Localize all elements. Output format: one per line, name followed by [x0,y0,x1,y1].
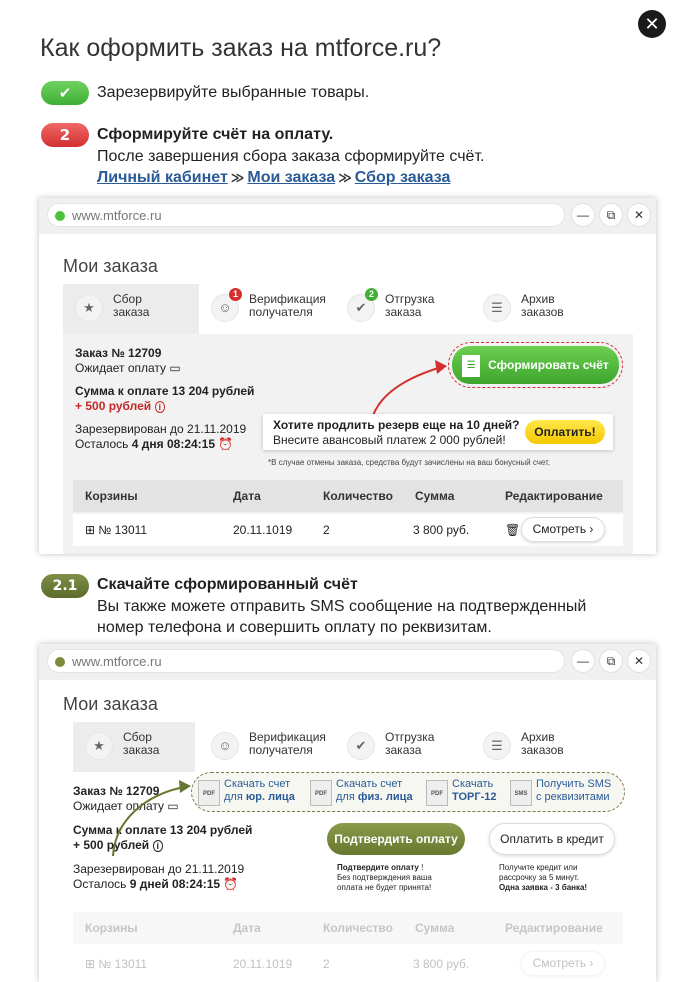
step-2-title: Сформируйте счёт на оплату. [97,126,334,143]
step-done-badge [41,81,89,105]
credit-note: Получите кредит или рассрочку за 5 минут. Одна заявка - 3 банка! [499,863,588,892]
browser-bar [39,198,656,234]
order-number: Заказ № 12709 [73,784,160,798]
tab-verification[interactable]: ☺ Верификация получателя [199,722,335,772]
invoice-icon: ☰ [462,355,480,377]
extend-reserve-promo: Хотите продлить резерв еще на 10 дней? Внесите авансовый платеж 2 000 рублей! Оплатить! [263,414,613,450]
window-close-button[interactable]: ✕ [627,649,651,673]
time-left: Осталось 4 дня 08:24:15 ⏰ [75,437,234,451]
tab-verification[interactable]: ☺ 1 Верификация получателя [199,284,335,334]
step-2-1-title: Скачайте сформированный счёт [97,576,358,593]
pdf-icon: PDF [426,780,448,806]
step-2-1-badge: 2.1 [41,574,89,598]
alarm-clock-icon: ⏰ [218,437,234,451]
table-row: ⊞ № 13011 20.11.1019 2 3 800 руб. 🗑 Смотреть › [73,514,623,546]
card-icon: ▭ [169,361,181,375]
tab-shipping[interactable]: ✔ Отгрузка заказа [335,722,471,772]
user-icon: ☺ [211,732,239,760]
tab-shipping[interactable]: ✔ 2 Отгрузка заказа [335,284,471,334]
clipboard-check-icon: ✔ [347,294,375,322]
pay-button[interactable]: Оплатить! [525,420,605,444]
step-2-1-desc-2: номер телефона и совершить оплату по реквизитам. [97,619,492,636]
order-sum: Сумма к оплате 13 204 рублей [75,384,255,398]
address-bar[interactable] [47,203,565,227]
pay-credit-button[interactable]: Оплатить в кредит [489,823,615,855]
page-heading: Мои заказа [63,694,158,714]
order-extra: + 500 рублей i [73,838,163,852]
link-my-orders[interactable]: Мои заказа [247,169,336,186]
form-invoice-button[interactable]: ☰ Сформировать счёт [452,346,619,384]
alarm-clock-icon: ⏰ [223,877,239,891]
step-1-text: Зарезервируйте выбранные товары. [97,84,370,101]
page-content [39,680,656,982]
tab-assembly[interactable]: ★ Сбор заказа [73,722,195,772]
minimize-button[interactable]: — [571,203,595,227]
breadcrumb-sep-icon: ≫ [230,170,245,185]
page-title: Как оформить заказ на mtforce.ru? [40,34,442,62]
badge-count: 1 [229,288,242,301]
status-dot-icon [55,211,65,221]
tab-archive[interactable]: ☰ Архив заказов [471,722,607,772]
reserved-until: Зарезервирован до 21.11.2019 [75,422,247,436]
archive-icon: ☰ [483,732,511,760]
order-number: Заказ № 12709 [75,346,162,360]
page-heading: Мои заказа [63,256,158,276]
browser-window-1 [39,198,656,554]
info-icon: ! [421,863,424,872]
step-2-badge: 2 [41,123,89,147]
step-2-desc: После завершения сбора заказа сформируйте счёт. [97,148,485,165]
close-button[interactable]: ✕ [638,10,666,38]
basket-icon: ⊞ [85,523,96,537]
order-status: Ожидает оплату ▭ [75,361,181,375]
table-header: Корзины Дата Количество Сумма Редактирование [73,480,623,512]
minimize-button[interactable]: — [571,649,595,673]
cart-cell: ⊞ № 13011 [85,523,148,537]
check-icon: ✔ [58,84,72,102]
user-icon: ☺ [211,294,239,322]
cart-cell: ⊞ № 13011 [85,957,148,971]
pdf-icon: PDF [198,780,220,806]
pdf-icon: PDF [310,780,332,806]
table-row: ⊞ № 13011 20.11.1019 2 3 800 руб. Смотреть › [73,948,623,980]
card-icon: ▭ [167,799,179,813]
maximize-button[interactable]: ⧉ [599,203,623,227]
order-panel [63,334,633,554]
time-left: Осталось 9 дней 08:24:15 ⏰ [73,877,239,891]
confirm-note: Подтвердите оплату ! Без подтверждения ваша оплата не будет принята! [337,863,432,892]
browser-bar [39,644,656,680]
view-button[interactable]: Смотреть › [521,951,605,976]
link-order-assembly[interactable]: Сбор заказа [354,169,451,186]
download-options: PDF Скачать счет для юр. лица PDF Скачать счет для физ. лица PDF Скачать ТОРГ-12 SMS Получить SMS с реквизитами [191,772,625,812]
reserved-until: Зарезервирован до 21.11.2019 [73,862,245,876]
table-header: Корзины Дата Количество Сумма Редактирование [73,912,623,944]
info-icon: i [155,401,166,413]
tab-archive[interactable]: ☰ Архив заказов [471,284,607,334]
order-panel [63,772,633,982]
arrow-icon [103,772,203,862]
window-close-button[interactable]: ✕ [627,203,651,227]
archive-icon: ☰ [483,294,511,322]
tabs [63,284,633,334]
cart-star-icon: ★ [85,732,113,760]
sms-icon: SMS [510,780,532,806]
order-sum: Сумма к оплате 13 204 рублей [73,823,253,837]
trash-icon[interactable]: 🗑 [505,523,521,537]
info-icon: i [153,840,164,852]
step-2-1-desc: Вы также можете отправить SMS сообщение на подтвержденный [97,598,587,615]
cart-star-icon: ★ [75,294,103,322]
basket-icon: ⊞ [85,957,96,971]
tab-assembly[interactable]: ★ Сбор заказа [63,284,199,334]
link-personal-cabinet[interactable]: Личный кабинет [97,169,228,186]
breadcrumb [97,169,450,187]
badge-count: 2 [365,288,378,301]
clipboard-check-icon: ✔ [347,732,375,760]
browser-window-2 [39,644,656,982]
view-button[interactable]: Смотреть › [521,517,605,542]
order-extra: + 500 рублей i [75,399,165,413]
address-bar[interactable] [47,649,565,673]
url-text: www.mtforce.ru [72,208,162,223]
breadcrumb-sep-icon: ≫ [338,170,352,185]
maximize-button[interactable]: ⧉ [599,649,623,673]
status-dot-icon [55,657,65,667]
confirm-payment-button[interactable]: Подтвердить оплату [327,823,465,855]
order-status: Ожидает оплату ▭ [73,799,179,813]
tabs [63,722,633,772]
refund-note: *В случае отмены заказа, средства будут зачислены на ваш бонусный счет. [268,458,551,467]
url-text: www.mtforce.ru [72,654,162,669]
page-content [39,234,656,554]
